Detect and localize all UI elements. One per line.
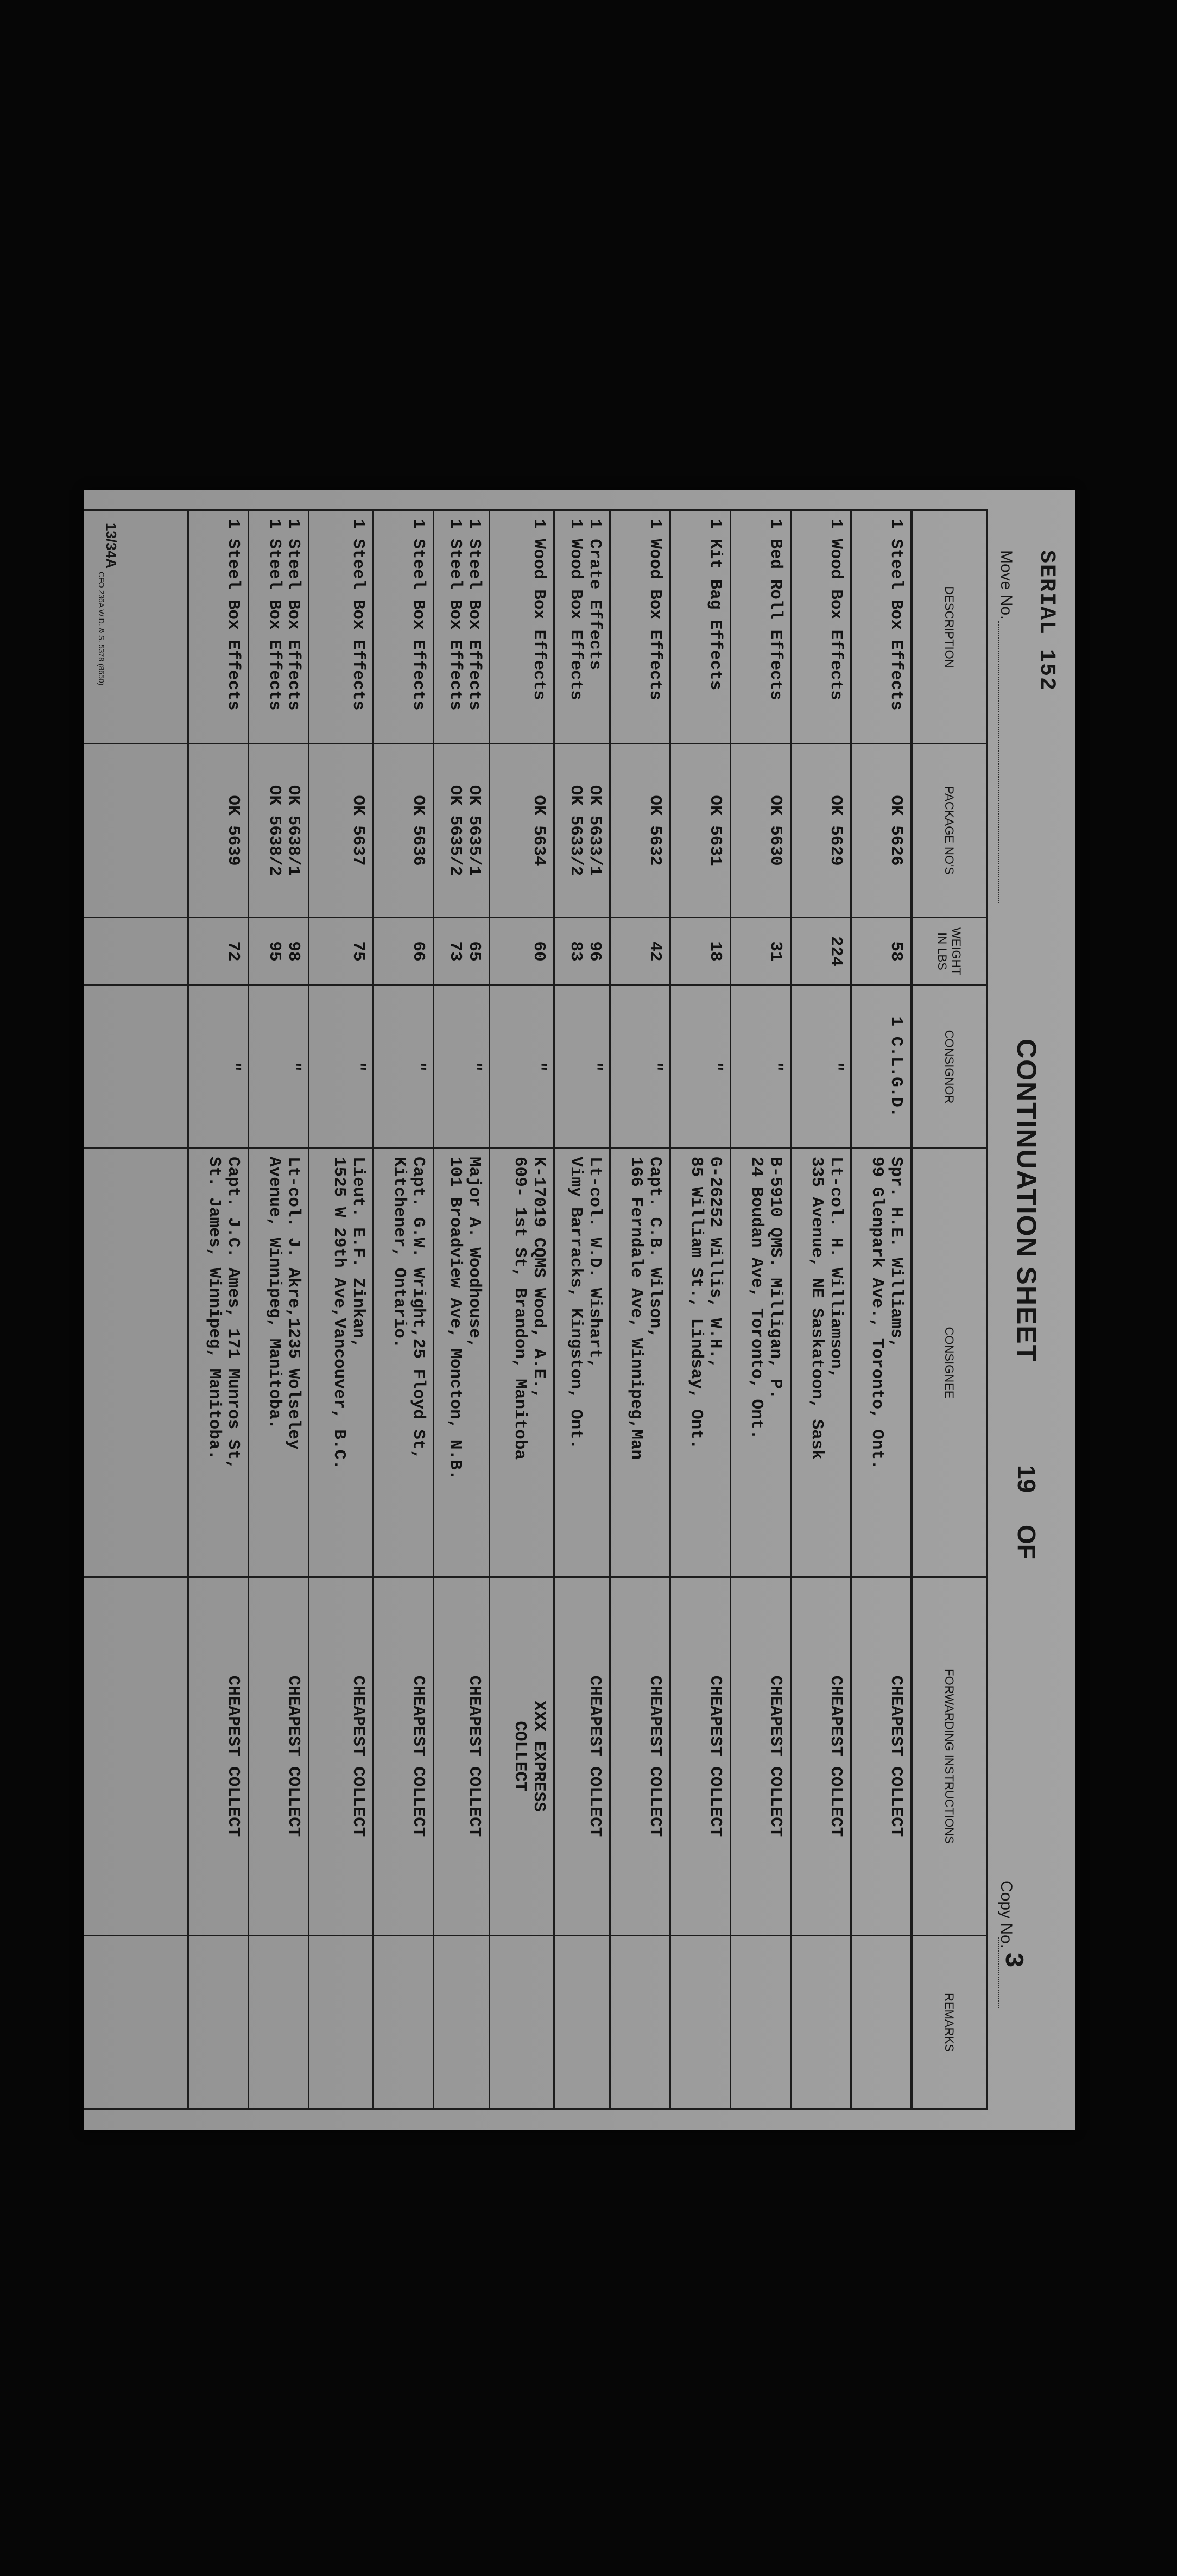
- weight-line: 224: [826, 936, 845, 967]
- cell-weight: [434, 918, 490, 986]
- package-line: OK 5637: [349, 795, 368, 866]
- description-line: 1 Steel Box Effects: [284, 519, 303, 711]
- cell-remarks: [434, 1936, 490, 2110]
- move-number-label: Move No.: [997, 550, 1015, 620]
- description-line: 1 Steel Box Effects: [465, 519, 484, 711]
- cell-blank: [84, 744, 188, 918]
- cell-description: [851, 510, 912, 744]
- consignee-line: G-26252 Willis, W.H.,: [706, 1157, 725, 1369]
- description-line: 1 Wood Box Effects: [826, 519, 845, 700]
- cell-weight: [610, 918, 670, 986]
- sheet-number: 19: [1013, 1465, 1041, 1493]
- consignee-line: Lt-col. J. Akre,1235 Wolseley: [284, 1157, 303, 1450]
- forwarding-line: CHEAPEST COLLECT: [706, 1675, 725, 1838]
- cell-package: [249, 744, 309, 918]
- consignee-line: Lt-col. H. Williamson,: [826, 1157, 845, 1379]
- consignee-line: Lieut. E.F. Zinkan,: [349, 1157, 368, 1349]
- cell-package: [610, 744, 670, 918]
- description-line: 1 Steel Box Effects: [265, 519, 284, 711]
- consignee-line: 99 Glenpark Ave., Toronto, Ont.: [868, 1157, 887, 1470]
- cell-remarks: [309, 1936, 374, 2110]
- cell-description: [434, 510, 490, 744]
- package-line: OK 5633/2: [566, 785, 586, 876]
- cell-remarks: [188, 1936, 249, 2110]
- continuation-sheet: [84, 490, 1075, 2130]
- cell-description: [374, 510, 434, 744]
- cell-consignee: [791, 1148, 851, 1577]
- cell-package: [554, 744, 610, 918]
- forwarding-line: CHEAPEST COLLECT: [887, 1675, 906, 1838]
- cell-package: [851, 744, 912, 918]
- cell-package: [490, 744, 554, 918]
- document-sheet: [84, 490, 1075, 2130]
- weight-line: 95: [265, 941, 284, 962]
- cell-blank: [84, 1148, 188, 1577]
- cell-package: [670, 744, 731, 918]
- cell-consignor: ": [490, 986, 554, 1148]
- consignee-line: Capt. C.B. Wilson,: [646, 1157, 665, 1338]
- consignee-line: Lt-col. W.D. Wishart,: [585, 1157, 604, 1369]
- cell-consignor: ": [791, 986, 851, 1148]
- move-number-field: [998, 621, 999, 903]
- cell-remarks: [791, 1936, 851, 2110]
- consignee-line: Spr. H.E. Williams,: [887, 1157, 906, 1349]
- cell-description: [249, 510, 309, 744]
- forwarding-line: XXX EXPRESS: [529, 1701, 548, 1812]
- cell-consignor: ": [670, 986, 731, 1148]
- column-header-consignee: CONSIGNEE: [912, 1148, 987, 1577]
- weight-line: 66: [409, 941, 428, 962]
- serial-number: SERIAL 152: [1034, 550, 1059, 692]
- forwarding-line: CHEAPEST COLLECT: [349, 1675, 368, 1838]
- table-header: [912, 510, 987, 2110]
- cell-description: [188, 510, 249, 744]
- package-line: OK 5626: [887, 795, 906, 866]
- package-line: OK 5632: [646, 795, 665, 866]
- sheet-of-label: OF: [1013, 1525, 1041, 1560]
- weight-line: 58: [887, 941, 906, 962]
- table-row: [490, 510, 554, 2110]
- consignee-line: 85 William St., Lindsay, Ont.: [687, 1157, 706, 1450]
- weight-line: 73: [446, 941, 465, 962]
- package-line: OK 5630: [766, 795, 785, 866]
- consignee-line: 1525 W 29th Ave,Vancouver, B.C.: [330, 1157, 349, 1470]
- cell-description: [670, 510, 731, 744]
- cell-weight: [249, 918, 309, 986]
- forwarding-line: CHEAPEST COLLECT: [409, 1675, 428, 1838]
- package-line: OK 5638/2: [265, 785, 284, 876]
- cell-forwarding: [374, 1577, 434, 1936]
- consignee-line: 101 Broadview Ave, Moncton, N.B.: [446, 1157, 465, 1480]
- description-line: 1 Steel Box Effects: [224, 519, 243, 711]
- consignee-line: B-5910 QMS. Milligan, P.: [766, 1157, 785, 1399]
- table-row: [731, 510, 791, 2110]
- weight-line: 60: [529, 941, 548, 962]
- cell-package: [309, 744, 374, 918]
- cell-remarks: [610, 1936, 670, 2110]
- cell-consignee: [670, 1148, 731, 1577]
- description-line: 1 Bed Roll Effects: [766, 519, 785, 700]
- forwarding-line: CHEAPEST COLLECT: [585, 1675, 604, 1838]
- cell-blank: [84, 918, 188, 986]
- cell-weight: [554, 918, 610, 986]
- cell-forwarding: [791, 1577, 851, 1936]
- table-row: [610, 510, 670, 2110]
- package-line: OK 5635/2: [446, 785, 465, 876]
- cell-remarks: [851, 1936, 912, 2110]
- cell-package: [434, 744, 490, 918]
- cell-blank: [84, 1936, 188, 2110]
- weight-line: 83: [566, 941, 586, 962]
- cell-weight: [791, 918, 851, 986]
- cell-blank: [84, 986, 188, 1148]
- table-row: [554, 510, 610, 2110]
- cell-consignor: ": [374, 986, 434, 1148]
- column-header-description: DESCRIPTION: [912, 510, 987, 744]
- cell-consignee: [188, 1148, 249, 1577]
- cell-package: [731, 744, 791, 918]
- forwarding-line: COLLECT: [510, 1721, 530, 1792]
- table-row: [791, 510, 851, 2110]
- consignee-line: Major A. Woodhouse,: [465, 1157, 484, 1349]
- consignee-line: 24 Boudan Ave, Toronto, Ont.: [747, 1157, 767, 1439]
- cell-description: [554, 510, 610, 744]
- copy-number-field: [998, 1937, 999, 2008]
- cell-consignee: [554, 1148, 610, 1577]
- description-line: 1 Kit Bag Effects: [706, 519, 725, 691]
- cell-consignee: [610, 1148, 670, 1577]
- weight-line: 72: [224, 941, 243, 962]
- forwarding-line: CHEAPEST COLLECT: [766, 1675, 785, 1838]
- weight-line: 31: [766, 941, 785, 962]
- cell-remarks: [490, 1936, 554, 2110]
- forwarding-line: CHEAPEST COLLECT: [646, 1675, 665, 1838]
- column-header-package: PACKAGE NO'S: [912, 744, 987, 918]
- package-line: OK 5636: [409, 795, 428, 866]
- cell-description: [610, 510, 670, 744]
- forwarding-line: CHEAPEST COLLECT: [284, 1675, 303, 1838]
- cell-consignor: ": [554, 986, 610, 1148]
- cell-package: [188, 744, 249, 918]
- package-line: OK 5633/1: [585, 785, 604, 876]
- package-line: OK 5634: [529, 795, 548, 866]
- cell-forwarding: [434, 1577, 490, 1936]
- cell-consignee: [434, 1148, 490, 1577]
- cell-consignee: [374, 1148, 434, 1577]
- table-row: [670, 510, 731, 2110]
- form-number: 13/34A: [103, 523, 119, 569]
- cell-consignor: 1 C.L.G.D.: [851, 986, 912, 1148]
- cell-weight: [188, 918, 249, 986]
- copy-number-value: 3: [998, 1952, 1027, 1968]
- cell-remarks: [554, 1936, 610, 2110]
- description-line: 1 Crate Effects: [585, 519, 604, 671]
- cell-description: [490, 510, 554, 744]
- description-line: 1 Wood Box Effects: [646, 519, 665, 700]
- package-line: OK 5638/1: [284, 785, 303, 876]
- description-line: 1 Wood Box Effects: [529, 519, 548, 700]
- cell-forwarding: [249, 1577, 309, 1936]
- cell-forwarding: [731, 1577, 791, 1936]
- table-row: [851, 510, 912, 2110]
- table-blank-row: [84, 510, 188, 2110]
- weight-line: 42: [646, 941, 665, 962]
- forwarding-line: CHEAPEST COLLECT: [826, 1675, 845, 1838]
- cell-blank: [84, 1577, 188, 1936]
- consignee-line: Avenue, Winnipeg, Manitoba.: [265, 1157, 284, 1430]
- form-print-code: CFO 236A W.D. & S. 5378 (8650): [97, 572, 106, 686]
- cell-description: [731, 510, 791, 744]
- shipment-table: [84, 509, 988, 2110]
- cell-package: [791, 744, 851, 918]
- weight-line: 18: [706, 941, 725, 962]
- weight-line: 65: [465, 941, 484, 962]
- description-line: 1 Steel Box Effects: [409, 519, 428, 711]
- cell-consignor: ": [610, 986, 670, 1148]
- cell-consignor: ": [309, 986, 374, 1148]
- cell-weight: [490, 918, 554, 986]
- consignee-line: Capt. G.W. Wright,25 Floyd St,: [409, 1157, 428, 1460]
- cell-weight: [309, 918, 374, 986]
- table-row: [374, 510, 434, 2110]
- weight-line: 98: [284, 941, 303, 962]
- description-line: 1 Steel Box Effects: [349, 519, 368, 711]
- cell-consignee: [249, 1148, 309, 1577]
- cell-package: [374, 744, 434, 918]
- column-header-forwarding: FORWARDING INSTRUCTIONS: [912, 1577, 987, 1936]
- cell-consignee: [731, 1148, 791, 1577]
- package-line: OK 5629: [826, 795, 845, 866]
- description-line: 1 Steel Box Effects: [887, 519, 906, 711]
- cell-remarks: [249, 1936, 309, 2110]
- description-line: 1 Wood Box Effects: [566, 519, 586, 700]
- consignee-line: Vimy Barracks, Kingston, Ont.: [566, 1157, 586, 1450]
- table-row: [249, 510, 309, 2110]
- cell-weight: [374, 918, 434, 986]
- table-row: [309, 510, 374, 2110]
- forwarding-line: CHEAPEST COLLECT: [224, 1675, 243, 1838]
- cell-consignor: ": [434, 986, 490, 1148]
- cell-forwarding: [554, 1577, 610, 1936]
- forwarding-line: CHEAPEST COLLECT: [465, 1675, 484, 1838]
- package-line: OK 5639: [224, 795, 243, 866]
- consignee-line: K-17019 CQMS Wood, A.E.,: [529, 1157, 548, 1399]
- consignee-line: Kitchener, Ontario.: [390, 1157, 409, 1349]
- weight-line: 96: [585, 941, 604, 962]
- cell-forwarding: [188, 1577, 249, 1936]
- package-line: OK 5635/1: [465, 785, 484, 876]
- consignee-line: 609- 1st St, Brandon, Manitoba: [510, 1157, 530, 1460]
- package-line: OK 5631: [706, 795, 725, 866]
- cell-forwarding: [309, 1577, 374, 1936]
- table-row: [434, 510, 490, 2110]
- cell-weight: [851, 918, 912, 986]
- cell-description: [309, 510, 374, 744]
- cell-remarks: [731, 1936, 791, 2110]
- consignee-line: 166 Ferndale Ave, Winnipeg,Man: [627, 1157, 646, 1460]
- copy-number-label: Copy No.: [997, 1880, 1015, 1949]
- cell-consignee: [490, 1148, 554, 1577]
- table-row: [188, 510, 249, 2110]
- cell-forwarding: [490, 1577, 554, 1936]
- consignee-line: Capt. J.C. Ames, 171 Munros St,: [224, 1157, 243, 1470]
- column-header-consignor: CONSIGNOR: [912, 986, 987, 1148]
- cell-weight: [731, 918, 791, 986]
- weight-line: 75: [349, 941, 368, 962]
- cell-consignor: ": [249, 986, 309, 1148]
- cell-description: [791, 510, 851, 744]
- cell-consignor: ": [188, 986, 249, 1148]
- sheet-title: CONTINUATION SHEET: [1011, 1039, 1042, 1363]
- column-header-remarks: REMARKS: [912, 1936, 987, 2110]
- cell-forwarding: [610, 1577, 670, 1936]
- column-header-weight: WEIGHT IN LBS: [912, 918, 987, 986]
- cell-weight: [670, 918, 731, 986]
- cell-consignor: ": [731, 986, 791, 1148]
- cell-consignee: [309, 1148, 374, 1577]
- cell-remarks: [670, 1936, 731, 2110]
- cell-consignee: [851, 1148, 912, 1577]
- cell-remarks: [374, 1936, 434, 2110]
- cell-forwarding: [851, 1577, 912, 1936]
- consignee-line: St. James, Winnipeg, Manitoba.: [205, 1157, 224, 1460]
- consignee-line: 335 Avenue, NE Saskatoon, Sask: [807, 1157, 827, 1460]
- description-line: 1 Steel Box Effects: [446, 519, 465, 711]
- cell-forwarding: [670, 1577, 731, 1936]
